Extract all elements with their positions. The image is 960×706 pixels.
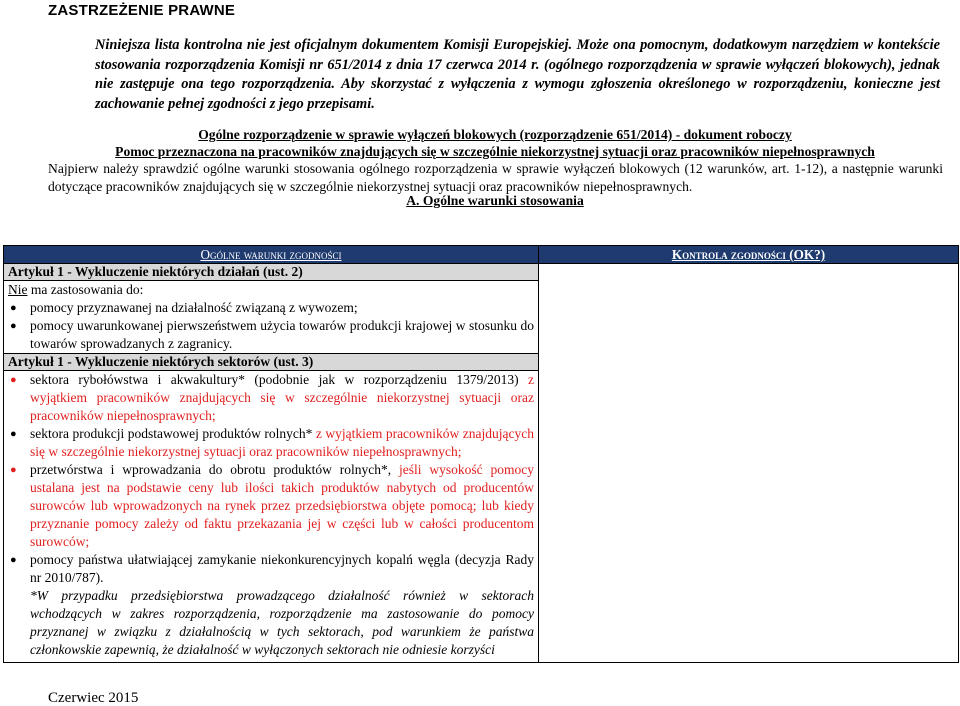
sector-note: *W przypadku przedsiębiorstwa prowadzącego działalność również w sektorach wchodzących w zakres rozporządzenia, rozporządzenie ma zastosowanie do pomocy przyznanej w związku z działalnością w tych sektorach, pod warunkiem że państwa członkowskie zapewnią, że działalność w wyłączonych sektorach nie odniesie korzyści (30, 588, 534, 657)
item-red-text: jeśli wysokość pomocy ustalana jest na podstawie ceny lub ilości takich produktów nabytych od producentów surowców lub wprowadzonych na rynek przez przedsiębiorstwa objęte pomocą; lub kiedy przyznanie pomocy zależy od faktu przekazania jej w części lub w całości producentom surowców; (30, 462, 534, 549)
compliance-check-cell[interactable] (539, 264, 959, 663)
item-red-text: z wyjątkiem pracowników znajdujących się w szczególnie niekorzystnej sytuacji oraz pracowników niepełnosprawnych; (30, 426, 534, 459)
item-black-text: przetwórstwa i wprowadzania do obrotu produktów rolnych*, (30, 462, 399, 477)
item-black-text: sektora rybołówstwa i akwakultury* (podobnie jak w rozporządzeniu 1379/2013) (30, 372, 528, 387)
list-item (10, 425, 534, 461)
conditions-cell (4, 264, 539, 663)
intro-paragraph: Najpierw należy sprawdzić ogólne warunki stosowania ogólnego rozporządzenia w sprawie wyłączeń blokowych (12 warunków, art. 1-12), a następnie warunki dotyczące pracowników znajdujących się w szczególnie niekorzystnej sytuacji oraz pracowników niepełnosprawnych. (48, 161, 943, 194)
list-item (10, 461, 534, 551)
bullet-icon: ● (10, 554, 17, 566)
list-item (10, 551, 534, 587)
conditions-table (3, 245, 959, 663)
footer-date: Czerwiec 2015 (48, 690, 139, 706)
document-subtitle: Pomoc przeznaczona na pracowników znajdujących się w szczególnie niekorzystnej sytuacji oraz pracowników niepełnosprawnych (115, 144, 875, 159)
list-item (10, 371, 534, 425)
item-black-text: pomocy państwa ułatwiającej zamykanie niekonkurencyjnych kopalń węgla (decyzja Rady nr 2010/787). (30, 552, 534, 585)
red-bullet-icon: ● (10, 374, 17, 386)
article1-list (4, 299, 538, 353)
bullet-icon: ● (10, 320, 17, 332)
list-item-text: pomocy uwarunkowanej pierwszeństwem użycia towarów produkcji krajowej w stosunku do towarów sprowadzanych z zagranicy. (30, 318, 534, 351)
article2-list (4, 371, 538, 587)
bullet-icon: ● (10, 428, 17, 440)
bullet-icon: ● (10, 302, 17, 314)
not-applicable-label (4, 281, 538, 299)
section-a-title: A. Ogólne warunki stosowania (406, 193, 584, 208)
list-item-text: pomocy przyznawanej na działalność związaną z wywozem; (30, 300, 358, 315)
item-red-text: z wyjątkiem pracowników znajdujących się w szczególnie niekorzystnej sytuacji oraz pracowników niepełnosprawnych; (30, 372, 534, 423)
not-applicable-rest: ma zastosowania do: (27, 282, 144, 297)
table-header-check: Kontrola zgodności (OK?) (539, 246, 959, 264)
article1-title: Artykuł 1 - Wykluczenie niektórych działań (ust. 2) (4, 264, 538, 281)
page-heading: ZASTRZEŻENIE PRAWNE (48, 2, 236, 19)
disclaimer-text: Niniejsza lista kontrolna nie jest oficjalnym dokumentem Komisji Europejskiej. Może ona pomocnym, dodatkowym narzędziem w kontekście stosowania rozporządzenia Komisji nr 651/2014 z dnia 17 czerwca 2014 r. (ogólnego rozporządzenia w sprawie wyłączeń blokowych), jednak nie zastępuje ona tego rozporządzenia. Aby skorzystać z wyłączenia z wymogu zgłoszenia określonego w rozporządzeniu, konieczne jest zachowanie pełnej zgodności z jego przepisami. (95, 37, 940, 112)
not-word: Nie (8, 282, 28, 297)
list-item (10, 299, 534, 317)
table-header-conditions: Ogólne warunki zgodności (4, 246, 539, 264)
item-black-text: sektora produkcji podstawowej produktów rolnych* (30, 426, 316, 441)
article2-title: Artykuł 1 - Wykluczenie niektórych sektorów (ust. 3) (4, 353, 538, 371)
red-bullet-icon: ● (10, 464, 17, 476)
list-item (10, 317, 534, 353)
document-title: Ogólne rozporządzenie w sprawie wyłączeń blokowych (rozporządzenie 651/2014) - dokument roboczy (198, 127, 792, 142)
